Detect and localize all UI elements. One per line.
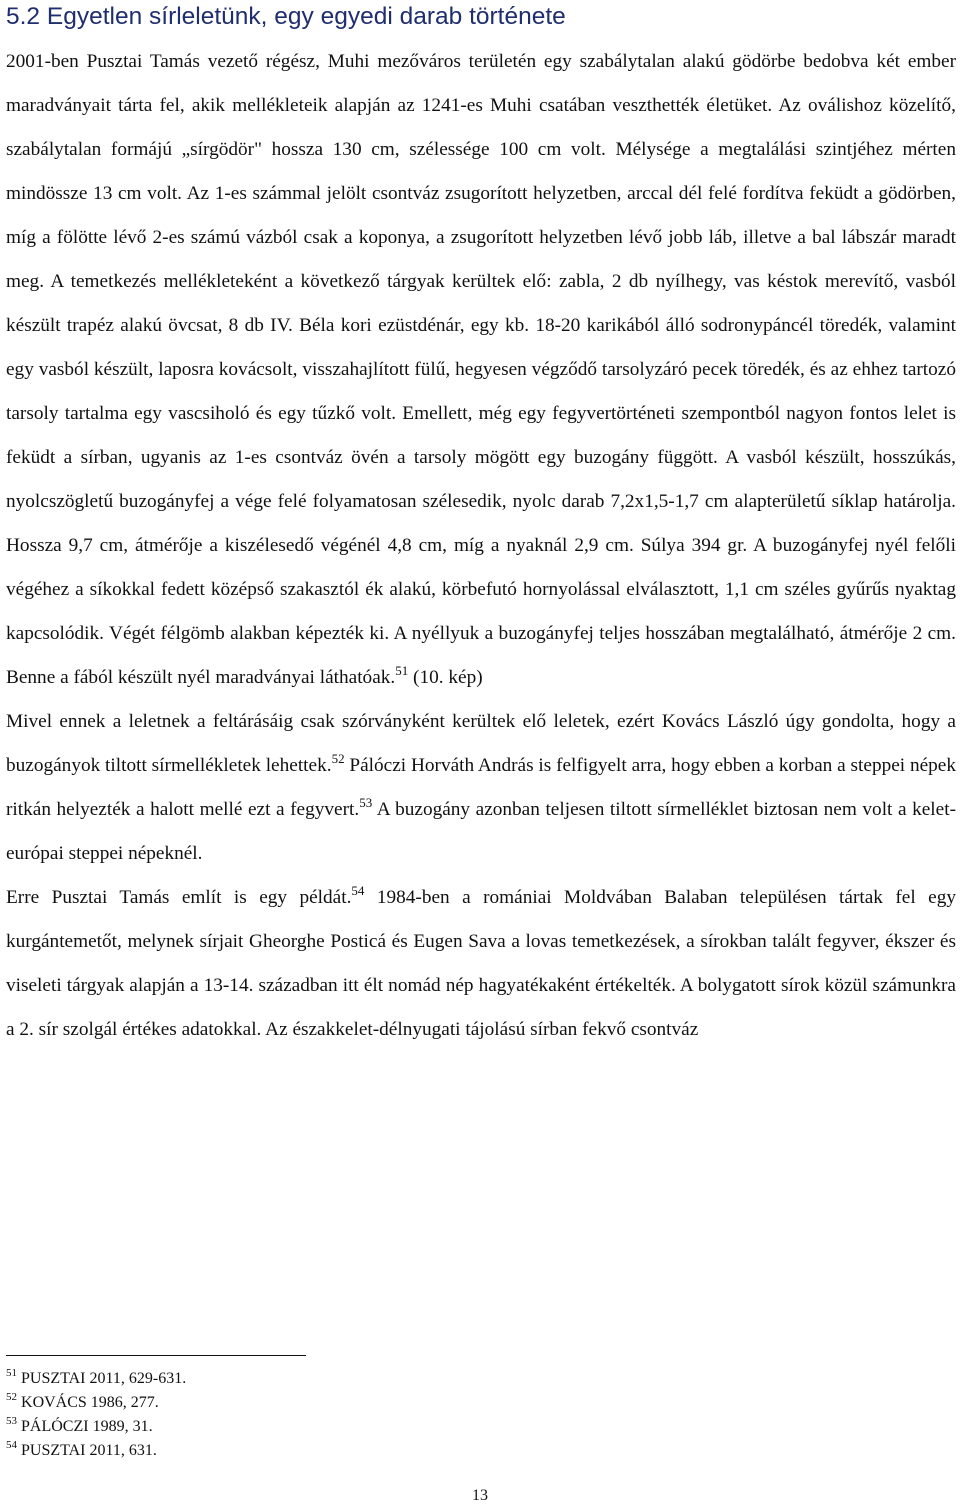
- footnote-author-rest: USZTAI: [29, 1370, 86, 1387]
- footnote-author-rest: USZTAI: [29, 1442, 86, 1459]
- paragraph-text: 1984-ben a romániai Moldvában Balaban településen tártak fel egy kurgántemetőt, melynek sírjait Gheorghe Posticá és Eugen Sava a lovas temetkezések, a sírokban talált fegyver, ékszer és viseleti tárgyak alapján a 13-14. században itt élt nomád nép hagyatékaként értékelték. A bolygatott sírok közül számunkra a 2. sír szolgál értékes adatokkal. Az északkelet-délnyugati tájolású sírban fekvő csontváz: [6, 887, 956, 1040]
- footnote-mark: 53: [6, 1415, 17, 1427]
- footnote-author-initial: P: [21, 1370, 30, 1387]
- footnote-author-initial: P: [21, 1442, 30, 1459]
- footnote-separator: [6, 1355, 306, 1356]
- footnote-author-rest: ÁLÓCZI: [29, 1418, 89, 1435]
- paragraph-3: [6, 876, 956, 1052]
- footnote-mark: 54: [6, 1439, 17, 1451]
- footnote-mark: 52: [6, 1391, 17, 1403]
- footnote-ref: 2011, 629-631.: [85, 1370, 187, 1387]
- paragraph-1: [6, 40, 956, 700]
- footnote-51: [6, 1367, 906, 1391]
- footnote-ref-51[interactable]: 51: [395, 663, 409, 678]
- footnote-52: [6, 1391, 906, 1415]
- footnote-ref-54[interactable]: 54: [351, 883, 365, 898]
- footnote-ref-53[interactable]: 53: [359, 795, 373, 810]
- footnote-ref-52[interactable]: 52: [331, 751, 345, 766]
- section-heading: 5.2 Egyetlen sírleletünk, egy egyedi darab története: [6, 3, 566, 30]
- body-text: [6, 40, 956, 1052]
- footnote-author-initial: P: [21, 1418, 30, 1435]
- paragraph-text: 2001-ben Pusztai Tamás vezető régész, Muhi mezőváros területén egy szabálytalan alakú gödörbe bedobva két ember maradványait tárta fel, akik mellékleteik alapján az 1241-es Muhi csatában veszthették életüket. Az oválishoz közelítő, szabálytalan formájú „sírgödör" hossza 130 cm, szélessége 100 cm volt. Mélysége a megtalálási szintjéhez mérten mindössze 13 cm volt. Az 1-es számmal jelölt csontváz zsugorított helyzetben, arccal dél felé fordítva feküdt a gödörben, míg a fölötte lévő 2-es számú vázból csak a koponya, a zsugorított helyzetben lévő jobb láb, illetve a bal lábszár maradt meg. A temetkezés mellékleteként a következő tárgyak kerültek elő: zabla, 2 db nyílhegy, vas késtok merevítő, vasból készült trapéz alakú övcsat, 8 db IV. Béla kori ezüstdénár, egy kb. 18-20 karikából álló sodronypáncél töredék, valamint egy vasból készült, laposra kovácsolt, visszahajlított fülű, hegyesen végződő tarsolyzáró pecek töredék, és az ehhez tartozó tarsoly tartalma egy vascsiholó és egy tűzkő volt. Emellett, még egy fegyvertörténeti szempontból nagyon fontos lelet is feküdt a sírban, ugyanis az 1-es csontváz övén a tarsoly mögött egy buzogány függött. A vasból készült, hosszúkás, nyolcszögletű buzogányfej a vége felé folyamatosan szélesedik, nyolc darab 7,2x1,5-1,7 cm alapterületű síklap határolja. Hossza 9,7 cm, átmérője a kiszélesedő végénél 4,8 cm, míg a nyaknál 2,9 cm. Súlya 394 gr. A buzogányfej nyél felőli végéhez a síkokkal fedett középső szakasztól ék alakú, körbefutó hornyolással elválasztott, 1,1 cm széles gyűrűs nyaktag kapcsolódik. Végét félgömb alakban képezték ki. A nyéllyuk a buzogányfej teljes hosszában megtalálható, átmérője 2 cm. Benne a fából készült nyél maradványai láthatóak.: [6, 51, 956, 688]
- footnote-ref: 2011, 631.: [85, 1442, 157, 1459]
- paragraph-text: A buzogány azonban teljesen tiltott sírmelléklet biztosan nem volt a kelet-európai steppei népeknél.: [6, 799, 956, 864]
- footnote-mark: 51: [6, 1367, 17, 1379]
- paragraph-text: Mivel ennek a leletnek a feltárásáig csak szórványként kerültek elő leletek, ezért Kovács László úgy gondolta, hogy a buzogányok tiltott sírmellékletek lehettek.: [6, 711, 956, 776]
- footnotes: [6, 1367, 906, 1463]
- footnote-53: [6, 1415, 906, 1439]
- footnote-ref: 1989, 31.: [88, 1418, 153, 1435]
- footnote-54: [6, 1439, 906, 1463]
- footnote-author-rest: OVÁCS: [32, 1394, 87, 1411]
- footnote-ref: 1986, 277.: [86, 1394, 159, 1411]
- footnote-author-initial: K: [21, 1394, 33, 1411]
- paragraph-2: [6, 700, 956, 876]
- page-number: 13: [472, 1487, 488, 1504]
- paragraph-text: (10. kép): [408, 667, 483, 688]
- paragraph-text: Erre Pusztai Tamás említ is egy példát.: [6, 887, 352, 908]
- paragraph-text: Pálóczi Horváth András is felfigyelt arra, hogy ebben a korban a steppei népek ritkán helyezték a halott mellé ezt a fegyvert.: [6, 755, 956, 820]
